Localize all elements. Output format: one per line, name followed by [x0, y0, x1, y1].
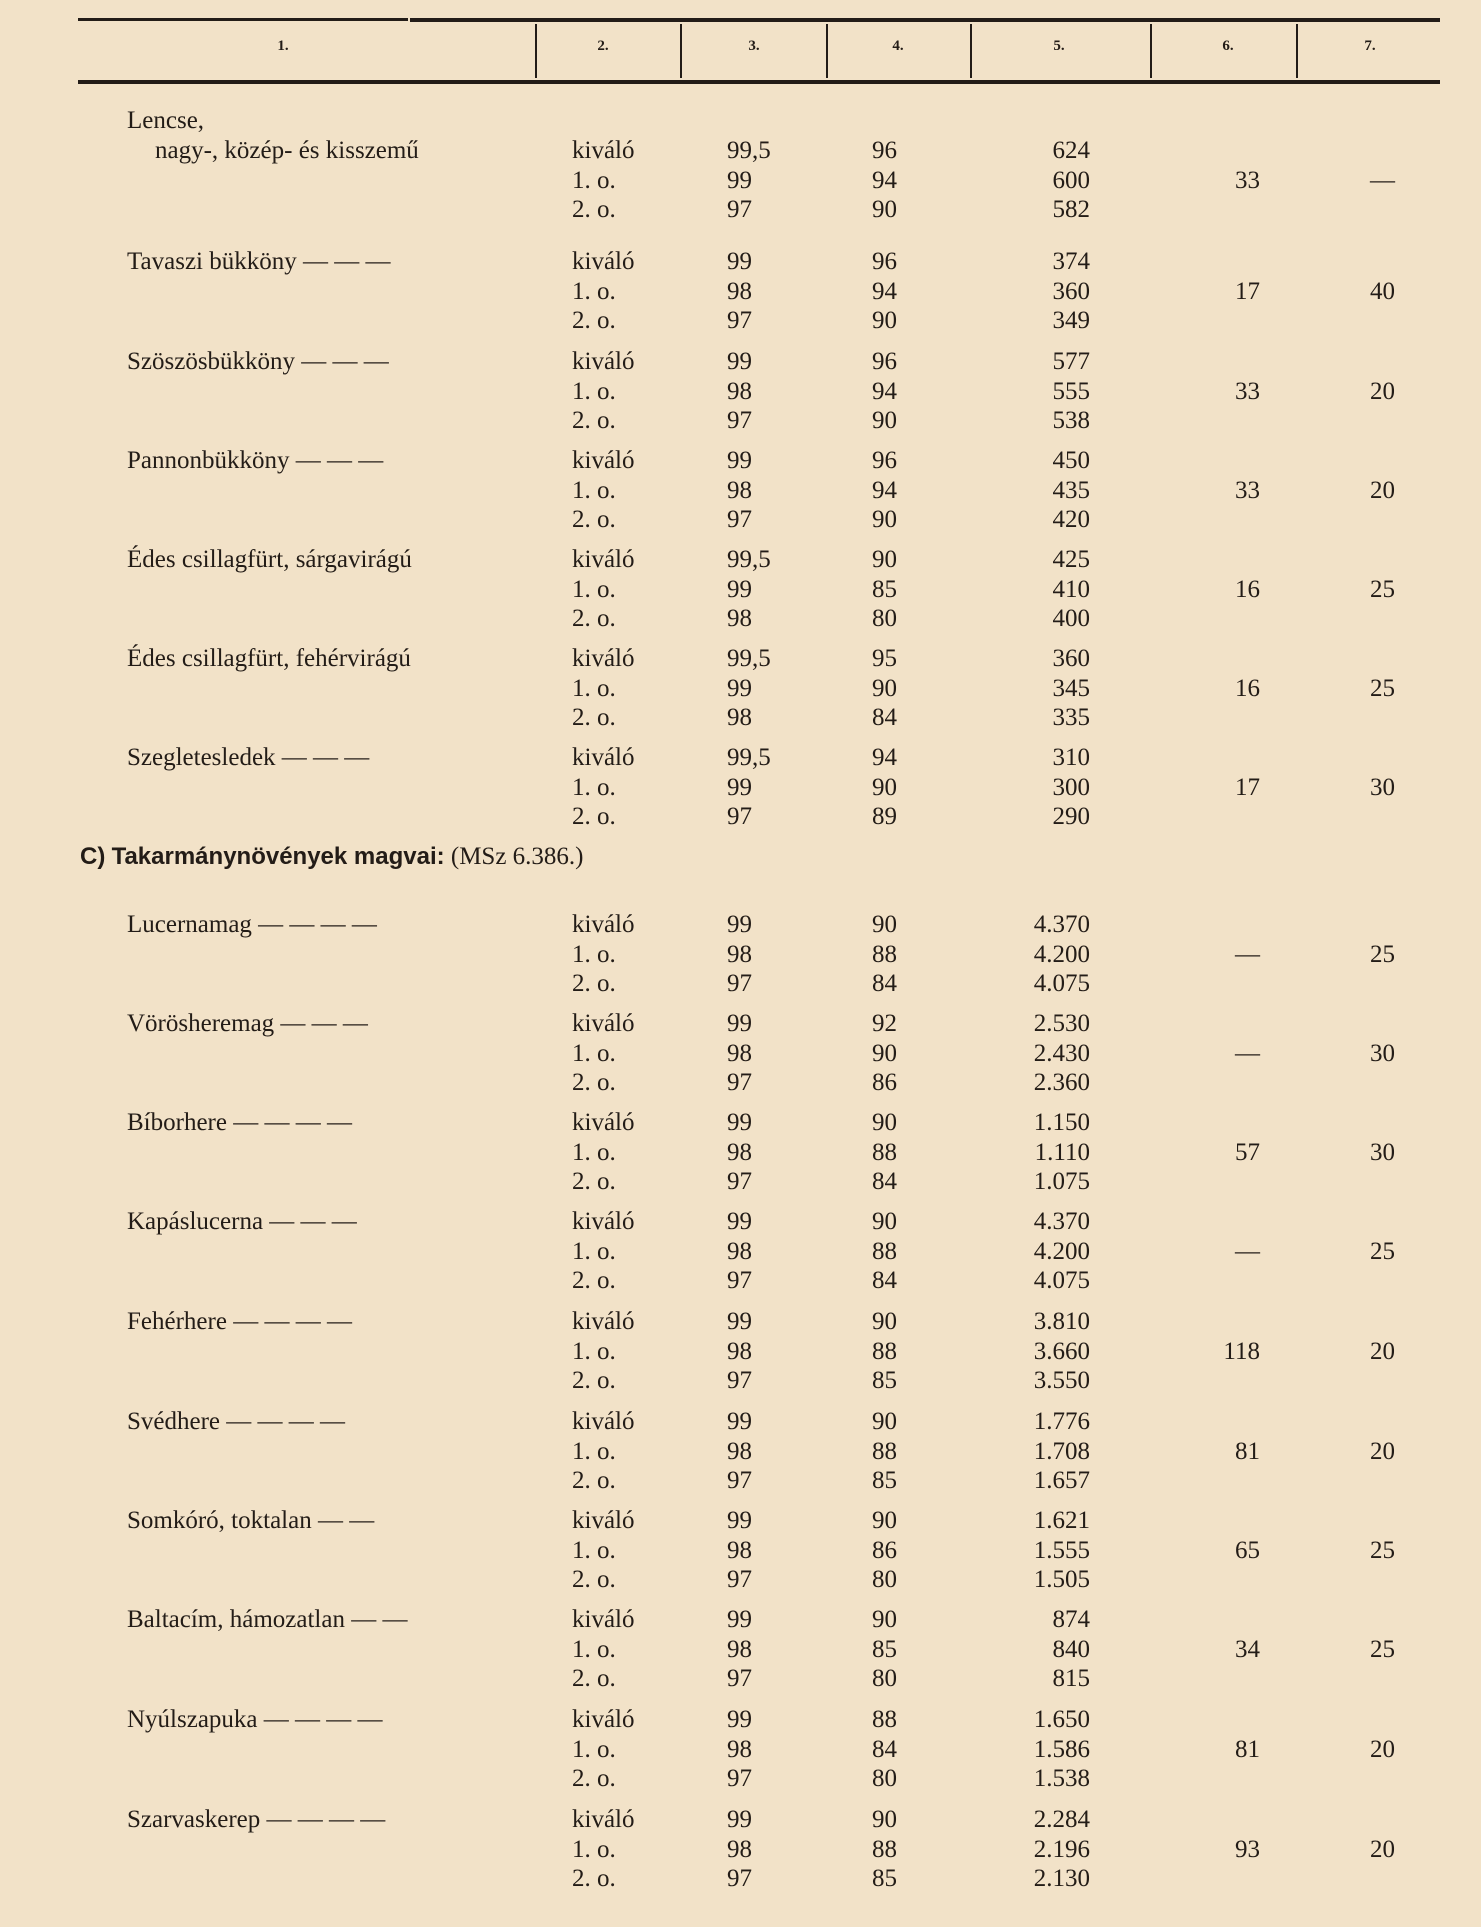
grade-cell: 1. o. — [572, 1437, 616, 1465]
price-cell: 1.150 — [1033, 1109, 1090, 1136]
purity-cell: 97 — [727, 1765, 752, 1792]
purity-cell: 99 — [727, 447, 752, 474]
price-cell: 335 — [1052, 704, 1090, 731]
price-cell: 1.657 — [1033, 1467, 1090, 1494]
price-cell: 2.530 — [1033, 1010, 1090, 1037]
grade-cell: 2. o. — [572, 1865, 616, 1892]
crop-name: Vörösheremag — — — — [127, 1010, 368, 1037]
price-cell: 2.130 — [1033, 1865, 1090, 1892]
column-divider — [1150, 24, 1152, 78]
purity-cell: 98 — [727, 1337, 752, 1365]
grade-cell: 2. o. — [572, 407, 616, 434]
germination-cell: 84 — [872, 1267, 897, 1294]
crop-name: Édes csillagfürt, sárgavirágú — [127, 546, 412, 573]
purity-cell: 99 — [727, 1109, 752, 1136]
grade-cell: 2. o. — [572, 605, 616, 632]
price-cell: 410 — [1052, 575, 1090, 603]
purity-cell: 97 — [727, 1069, 752, 1096]
purity-cell: 97 — [727, 970, 752, 997]
grade-cell: 1. o. — [572, 1835, 616, 1863]
col7-cell: 20 — [1370, 1835, 1395, 1863]
purity-cell: 98 — [727, 940, 752, 968]
germination-cell: 80 — [872, 1765, 897, 1792]
grade-cell: 2. o. — [572, 196, 616, 223]
col7-cell: 30 — [1370, 773, 1395, 801]
grade-cell: 2. o. — [572, 1267, 616, 1294]
price-cell: 815 — [1052, 1665, 1090, 1692]
purity-cell: 98 — [727, 605, 752, 632]
price-cell: 4.370 — [1033, 1208, 1090, 1235]
col7-cell: — — [1370, 166, 1395, 194]
price-cell: 400 — [1052, 605, 1090, 632]
col7-cell: 25 — [1370, 940, 1395, 968]
column-header: 7. — [1364, 38, 1376, 54]
purity-cell: 99,5 — [727, 137, 771, 164]
germination-cell: 96 — [872, 248, 897, 275]
grade-cell: 2. o. — [572, 506, 616, 533]
price-cell: 2.284 — [1033, 1806, 1090, 1833]
col7-cell: 25 — [1370, 1237, 1395, 1265]
grade-cell: kiváló — [572, 1109, 635, 1136]
germination-cell: 90 — [872, 407, 897, 434]
purity-cell: 99,5 — [727, 546, 771, 573]
germination-cell: 92 — [872, 1010, 897, 1037]
col6-cell: 118 — [1223, 1337, 1260, 1365]
price-cell: 840 — [1052, 1635, 1090, 1663]
germination-cell: 84 — [872, 704, 897, 731]
price-cell: 1.708 — [1033, 1437, 1090, 1465]
purity-cell: 99 — [727, 1507, 752, 1534]
price-cell: 3.810 — [1033, 1308, 1090, 1335]
crop-name: Édes csillagfürt, fehérvirágú — [127, 645, 411, 672]
col6-cell: 16 — [1235, 575, 1260, 603]
purity-cell: 98 — [727, 1138, 752, 1166]
col6-cell: 33 — [1235, 377, 1260, 405]
col7-cell: 25 — [1370, 1536, 1395, 1564]
price-cell: 874 — [1052, 1606, 1090, 1633]
col6-cell: — — [1235, 1039, 1260, 1067]
price-cell: 1.586 — [1033, 1735, 1090, 1763]
price-cell: 349 — [1052, 307, 1090, 334]
germination-cell: 85 — [872, 1635, 897, 1663]
grade-cell: 1. o. — [572, 166, 616, 194]
grade-cell: kiváló — [572, 1706, 635, 1733]
grade-cell: 2. o. — [572, 1566, 616, 1593]
purity-cell: 98 — [727, 1039, 752, 1067]
col6-cell: — — [1235, 940, 1260, 968]
price-cell: 577 — [1052, 348, 1090, 375]
column-divider — [1296, 24, 1298, 78]
column-header: 4. — [892, 38, 904, 54]
price-cell: 3.660 — [1033, 1337, 1090, 1365]
purity-cell: 99 — [727, 1208, 752, 1235]
germination-cell: 86 — [872, 1069, 897, 1096]
grade-cell: 2. o. — [572, 307, 616, 334]
price-cell: 2.430 — [1033, 1039, 1090, 1067]
price-cell: 420 — [1052, 506, 1090, 533]
price-cell: 374 — [1052, 248, 1090, 275]
germination-cell: 94 — [872, 166, 897, 194]
germination-cell: 84 — [872, 1735, 897, 1763]
crop-name: Tavaszi bükköny — — — — [127, 248, 391, 275]
col6-cell: 81 — [1235, 1735, 1260, 1763]
col6-cell: 81 — [1235, 1437, 1260, 1465]
column-divider — [535, 24, 537, 78]
crop-name: Szegletesledek — — — — [127, 744, 370, 771]
column-header: 1. — [277, 38, 289, 54]
purity-cell: 98 — [727, 1237, 752, 1265]
germination-cell: 90 — [872, 196, 897, 223]
germination-cell: 86 — [872, 1536, 897, 1564]
purity-cell: 99,5 — [727, 645, 771, 672]
grade-cell: 1. o. — [572, 1635, 616, 1663]
col6-cell: 34 — [1235, 1635, 1260, 1663]
germination-cell: 85 — [872, 1865, 897, 1892]
purity-cell: 97 — [727, 1566, 752, 1593]
grade-cell: 2. o. — [572, 1367, 616, 1394]
purity-cell: 98 — [727, 704, 752, 731]
germination-cell: 88 — [872, 1835, 897, 1863]
grade-cell: 2. o. — [572, 1168, 616, 1195]
column-header: 5. — [1053, 38, 1065, 54]
price-cell: 435 — [1052, 476, 1090, 504]
germination-cell: 90 — [872, 1507, 897, 1534]
germination-cell: 84 — [872, 1168, 897, 1195]
purity-cell: 99 — [727, 1706, 752, 1733]
grade-cell: kiváló — [572, 1010, 635, 1037]
grade-cell: 1. o. — [572, 1536, 616, 1564]
column-divider — [826, 24, 828, 78]
crop-name: Lucernamag — — — — — [127, 911, 377, 938]
grade-cell: kiváló — [572, 248, 635, 275]
germination-cell: 95 — [872, 645, 897, 672]
price-cell: 1.505 — [1033, 1566, 1090, 1593]
grade-cell: 1. o. — [572, 1039, 616, 1067]
grade-cell: 1. o. — [572, 476, 616, 504]
grade-cell: kiváló — [572, 1208, 635, 1235]
germination-cell: 88 — [872, 1437, 897, 1465]
price-cell: 4.200 — [1033, 1237, 1090, 1265]
crop-name: Somkóró, toktalan — — — [127, 1507, 375, 1534]
col7-cell: 20 — [1370, 377, 1395, 405]
purity-cell: 98 — [727, 1536, 752, 1564]
col7-cell: 25 — [1370, 1635, 1395, 1663]
column-divider — [680, 24, 682, 78]
grade-cell: kiváló — [572, 911, 635, 938]
price-cell: 1.110 — [1034, 1138, 1090, 1166]
price-cell: 555 — [1052, 377, 1090, 405]
col7-cell: 20 — [1370, 1337, 1395, 1365]
germination-cell: 90 — [872, 1208, 897, 1235]
price-cell: 345 — [1052, 674, 1090, 702]
grade-cell: 1. o. — [572, 674, 616, 702]
purity-cell: 99 — [727, 911, 752, 938]
crop-name: Lencse, — [127, 107, 205, 134]
purity-cell: 98 — [727, 1635, 752, 1663]
price-cell: 2.196 — [1033, 1835, 1090, 1863]
crop-name: Bíborhere — — — — — [127, 1109, 352, 1136]
col6-cell: 33 — [1235, 476, 1260, 504]
purity-cell: 98 — [727, 1735, 752, 1763]
purity-cell: 99 — [727, 773, 752, 801]
germination-cell: 90 — [872, 1606, 897, 1633]
col6-cell: 17 — [1235, 773, 1260, 801]
grade-cell: kiváló — [572, 1806, 635, 1833]
price-cell: 582 — [1052, 196, 1090, 223]
purity-cell: 99 — [727, 1010, 752, 1037]
germination-cell: 88 — [872, 1706, 897, 1733]
section-heading-c: C) Takarmánynövények magvai: (MSz 6.386.) — [80, 843, 584, 870]
price-cell: 624 — [1052, 137, 1090, 164]
grade-cell: 2. o. — [572, 803, 616, 830]
germination-cell: 85 — [872, 1467, 897, 1494]
header-top-rule — [410, 18, 1440, 22]
purity-cell: 97 — [727, 1367, 752, 1394]
germination-cell: 80 — [872, 605, 897, 632]
purity-cell: 99 — [727, 1308, 752, 1335]
germination-cell: 90 — [872, 1408, 897, 1435]
column-divider — [970, 24, 972, 78]
purity-cell: 99 — [727, 1606, 752, 1633]
germination-cell: 90 — [872, 1806, 897, 1833]
grade-cell: kiváló — [572, 645, 635, 672]
crop-name: Kapáslucerna — — — — [127, 1208, 357, 1235]
germination-cell: 90 — [872, 1039, 897, 1067]
germination-cell: 88 — [872, 1237, 897, 1265]
col6-cell: 57 — [1235, 1138, 1260, 1166]
price-cell: 300 — [1052, 773, 1090, 801]
germination-cell: 94 — [872, 277, 897, 305]
purity-cell: 99 — [727, 348, 752, 375]
price-cell: 360 — [1052, 277, 1090, 305]
germination-cell: 90 — [872, 773, 897, 801]
germination-cell: 96 — [872, 447, 897, 474]
germination-cell: 94 — [872, 377, 897, 405]
germination-cell: 94 — [872, 744, 897, 771]
purity-cell: 97 — [727, 1267, 752, 1294]
germination-cell: 88 — [872, 940, 897, 968]
col6-cell: 16 — [1235, 674, 1260, 702]
crop-name: Pannonbükköny — — — — [127, 447, 384, 474]
crop-name: Szarvaskerep — — — — — [127, 1806, 386, 1833]
germination-cell: 90 — [872, 911, 897, 938]
price-cell: 450 — [1052, 447, 1090, 474]
grade-cell: 1. o. — [572, 575, 616, 603]
purity-cell: 98 — [727, 277, 752, 305]
grade-cell: kiváló — [572, 1507, 635, 1534]
col7-cell: 25 — [1370, 575, 1395, 603]
purity-cell: 98 — [727, 1437, 752, 1465]
grade-cell: 1. o. — [572, 940, 616, 968]
price-cell: 290 — [1052, 803, 1090, 830]
grade-cell: 2. o. — [572, 1765, 616, 1792]
crop-name: Fehérhere — — — — — [127, 1308, 352, 1335]
germination-cell: 85 — [872, 575, 897, 603]
crop-name: Szöszösbükköny — — — — [127, 348, 389, 375]
column-header: 2. — [597, 38, 609, 54]
purity-cell: 99 — [727, 1408, 752, 1435]
grade-cell: kiváló — [572, 1308, 635, 1335]
col7-cell: 20 — [1370, 1437, 1395, 1465]
price-cell: 4.075 — [1033, 970, 1090, 997]
grade-cell: kiváló — [572, 546, 635, 573]
germination-cell: 80 — [872, 1665, 897, 1692]
germination-cell: 96 — [872, 137, 897, 164]
grade-cell: 2. o. — [572, 704, 616, 731]
germination-cell: 80 — [872, 1566, 897, 1593]
germination-cell: 90 — [872, 506, 897, 533]
germination-cell: 84 — [872, 970, 897, 997]
purity-cell: 98 — [727, 476, 752, 504]
germination-cell: 96 — [872, 348, 897, 375]
price-cell: 425 — [1052, 546, 1090, 573]
purity-cell: 97 — [727, 407, 752, 434]
grade-cell: 2. o. — [572, 1665, 616, 1692]
germination-cell: 90 — [872, 546, 897, 573]
germination-cell: 90 — [872, 674, 897, 702]
purity-cell: 99,5 — [727, 744, 771, 771]
purity-cell: 97 — [727, 307, 752, 334]
crop-name: Baltacím, hámozatlan — — — [127, 1606, 408, 1633]
price-cell: 360 — [1052, 645, 1090, 672]
grade-cell: kiváló — [572, 137, 635, 164]
price-cell: 1.538 — [1033, 1765, 1090, 1792]
purity-cell: 99 — [727, 248, 752, 275]
germination-cell: 88 — [872, 1138, 897, 1166]
price-cell: 600 — [1052, 166, 1090, 194]
crop-name: nagy-, közép- és kisszemű — [155, 137, 419, 164]
purity-cell: 98 — [727, 1835, 752, 1863]
price-cell: 1.621 — [1033, 1507, 1090, 1534]
price-cell: 4.075 — [1033, 1267, 1090, 1294]
grade-cell: kiváló — [572, 348, 635, 375]
grade-cell: 1. o. — [572, 773, 616, 801]
grade-cell: kiváló — [572, 1408, 635, 1435]
grade-cell: 1. o. — [572, 277, 616, 305]
grade-cell: 2. o. — [572, 1069, 616, 1096]
price-cell: 3.550 — [1033, 1367, 1090, 1394]
col7-cell: 30 — [1370, 1138, 1395, 1166]
germination-cell: 94 — [872, 476, 897, 504]
col7-cell: 20 — [1370, 476, 1395, 504]
price-cell: 1.776 — [1033, 1408, 1090, 1435]
purity-cell: 99 — [727, 166, 752, 194]
grade-cell: kiváló — [572, 744, 635, 771]
col7-cell: 40 — [1370, 277, 1395, 305]
purity-cell: 97 — [727, 1168, 752, 1195]
purity-cell: 99 — [727, 1806, 752, 1833]
purity-cell: 97 — [727, 506, 752, 533]
germination-cell: 88 — [872, 1337, 897, 1365]
header-top-rule — [78, 18, 408, 21]
grade-cell: 1. o. — [572, 1138, 616, 1166]
purity-cell: 99 — [727, 575, 752, 603]
price-cell: 4.200 — [1033, 940, 1090, 968]
germination-cell: 90 — [872, 1109, 897, 1136]
grade-cell: 1. o. — [572, 1337, 616, 1365]
grade-cell: 1. o. — [572, 1237, 616, 1265]
purity-cell: 97 — [727, 1665, 752, 1692]
col6-cell: 33 — [1235, 166, 1260, 194]
col6-cell: 65 — [1235, 1536, 1260, 1564]
purity-cell: 97 — [727, 1467, 752, 1494]
grade-cell: 2. o. — [572, 970, 616, 997]
col6-cell: 17 — [1235, 277, 1260, 305]
crop-name: Svédhere — — — — — [127, 1408, 346, 1435]
price-cell: 2.360 — [1033, 1069, 1090, 1096]
purity-cell: 97 — [727, 803, 752, 830]
germination-cell: 90 — [872, 307, 897, 334]
col6-cell: — — [1235, 1237, 1260, 1265]
col6-cell: 93 — [1235, 1835, 1260, 1863]
price-cell: 1.555 — [1033, 1536, 1090, 1564]
purity-cell: 99 — [727, 674, 752, 702]
column-header: 3. — [748, 38, 760, 54]
price-cell: 1.075 — [1033, 1168, 1090, 1195]
grade-cell: 2. o. — [572, 1467, 616, 1494]
grade-cell: kiváló — [572, 447, 635, 474]
price-cell: 1.650 — [1033, 1706, 1090, 1733]
price-cell: 538 — [1052, 407, 1090, 434]
germination-cell: 89 — [872, 803, 897, 830]
column-header: 6. — [1222, 38, 1234, 54]
col7-cell: 25 — [1370, 674, 1395, 702]
crop-name: Nyúlszapuka — — — — — [127, 1706, 383, 1733]
grade-cell: kiváló — [572, 1606, 635, 1633]
germination-cell: 85 — [872, 1367, 897, 1394]
grade-cell: 1. o. — [572, 377, 616, 405]
header-bottom-rule — [78, 80, 1440, 84]
purity-cell: 97 — [727, 1865, 752, 1892]
purity-cell: 97 — [727, 196, 752, 223]
price-cell: 4.370 — [1033, 911, 1090, 938]
col7-cell: 20 — [1370, 1735, 1395, 1763]
col7-cell: 30 — [1370, 1039, 1395, 1067]
grade-cell: 1. o. — [572, 1735, 616, 1763]
germination-cell: 90 — [872, 1308, 897, 1335]
price-cell: 310 — [1052, 744, 1090, 771]
purity-cell: 98 — [727, 377, 752, 405]
